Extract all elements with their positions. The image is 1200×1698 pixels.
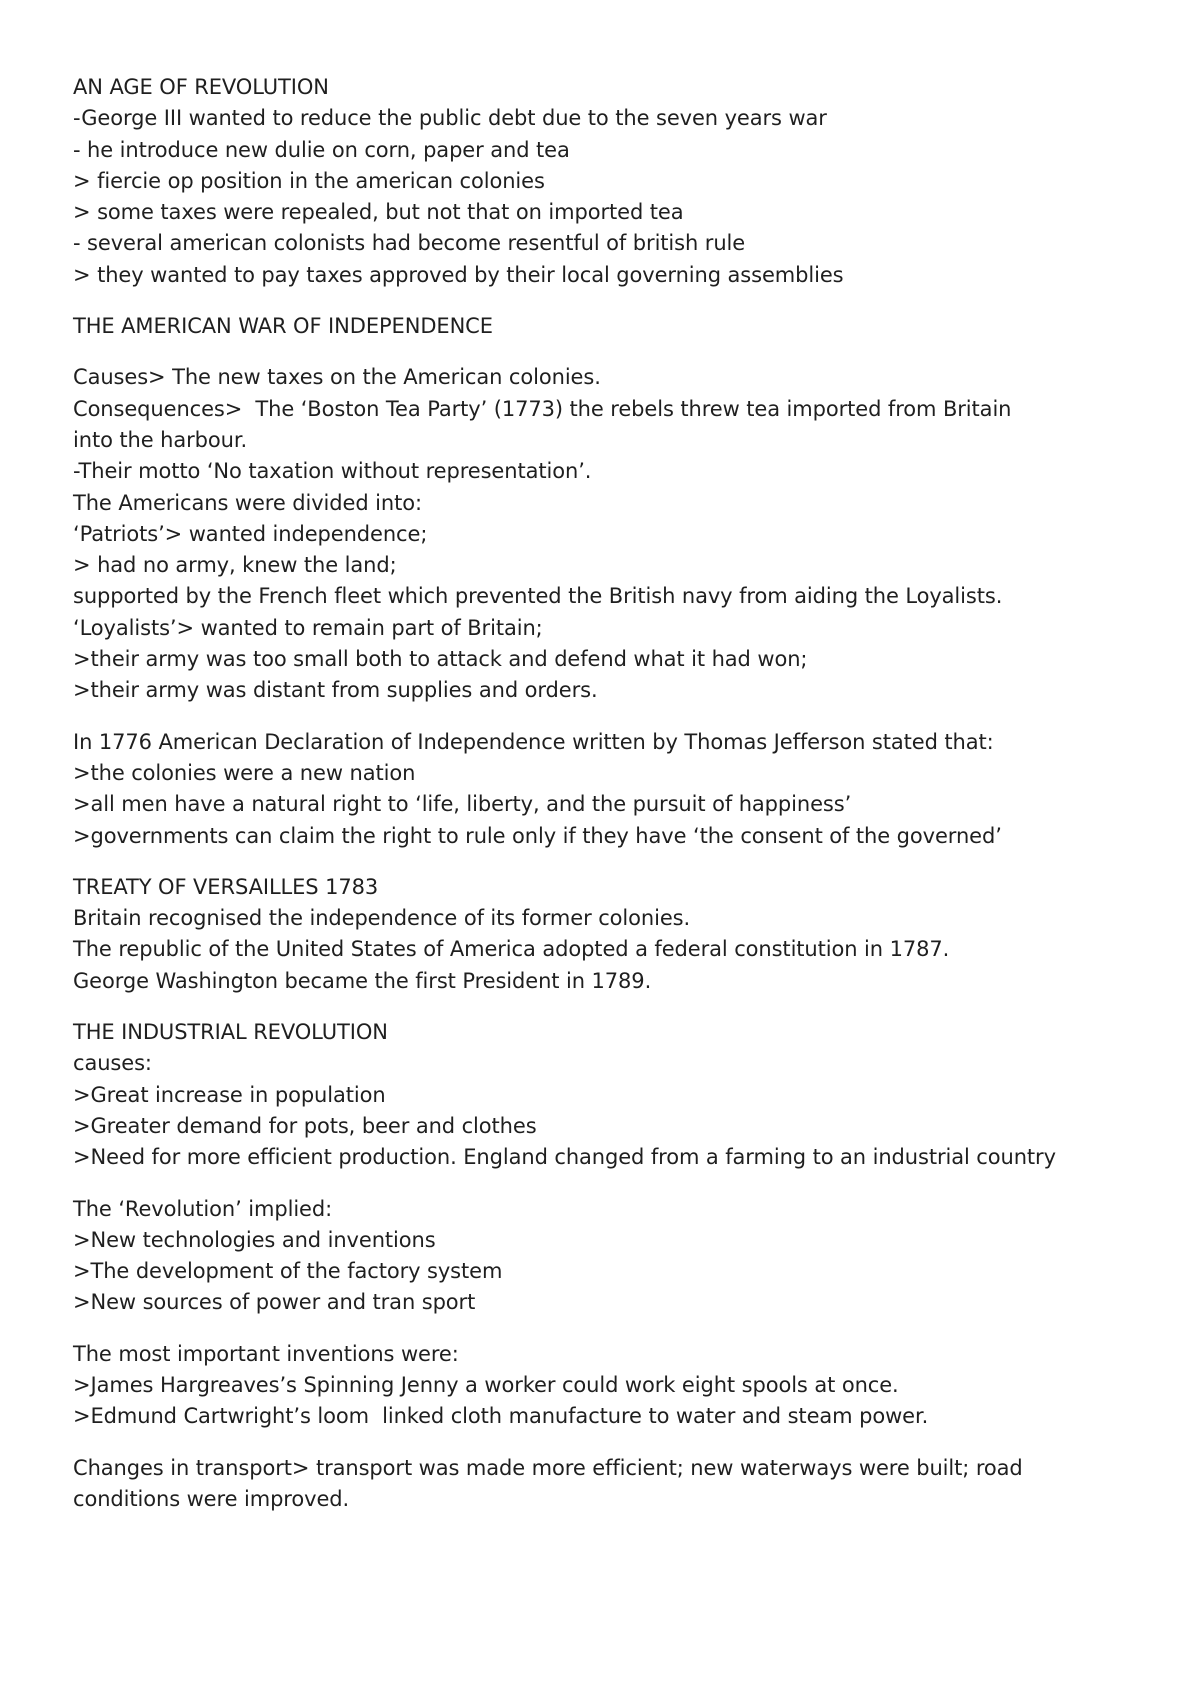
- text-line: >all men have a natural right to ‘life, liberty, and the pursuit of happiness’: [73, 792, 852, 817]
- text-line: > some taxes were repealed, but not that on imported tea: [73, 200, 684, 225]
- text-line: >New technologies and inventions: [73, 1227, 436, 1252]
- text-line: >The development of the factory system: [73, 1259, 503, 1284]
- text-line: George Washington became the first President in 1789.: [73, 968, 652, 993]
- text-line: Causes> The new taxes on the American colonies.: [73, 365, 601, 390]
- text-line: >Edmund Cartwright’s loom linked cloth manufacture to water and steam power.: [73, 1404, 929, 1429]
- section-revolution-implied: [73, 1194, 1173, 1319]
- text-line: conditions were improved.: [73, 1486, 350, 1511]
- section-inventions: [73, 1339, 1173, 1433]
- document-page: [73, 72, 1173, 1535]
- text-line: The republic of the United States of America adopted a federal constitution in 1787.: [73, 937, 950, 962]
- text-line: > they wanted to pay taxes approved by their local governing assemblies: [73, 262, 844, 287]
- text-line: ‘Loyalists’> wanted to remain part of Britain;: [73, 615, 543, 640]
- text-line: Changes in transport> transport was made more efficient; new waterways were built; road: [73, 1455, 1023, 1480]
- text-line: - he introduce new dulie on corn, paper and tea: [73, 137, 570, 162]
- text-line: >Great increase in population: [73, 1082, 386, 1107]
- section-heading: TREATY OF VERSAILLES 1783: [73, 874, 379, 899]
- section-treaty-of-versailles: [73, 872, 1173, 997]
- text-line: Britain recognised the independence of its former colonies.: [73, 906, 691, 931]
- text-line: into the harbour.: [73, 427, 248, 452]
- text-line: ‘Patriots’> wanted independence;: [73, 521, 428, 546]
- text-line: > had no army, knew the land;: [73, 553, 397, 578]
- text-line: >New sources of power and tran sport: [73, 1290, 476, 1315]
- section-industrial-revolution: [73, 1017, 1173, 1173]
- section-declaration: [73, 727, 1173, 852]
- text-line: -George III wanted to reduce the public debt due to the seven years war: [73, 106, 827, 131]
- section-heading: THE AMERICAN WAR OF INDEPENDENCE: [73, 314, 493, 339]
- text-line: supported by the French fleet which prevented the British navy from aiding the Loyalists.: [73, 584, 1003, 609]
- text-line: >their army was too small both to attack and defend what it had won;: [73, 647, 808, 672]
- section-causes-consequences: [73, 362, 1173, 706]
- section-heading: AN AGE OF REVOLUTION: [73, 75, 329, 99]
- text-line: >Greater demand for pots, beer and clothes: [73, 1113, 537, 1138]
- text-line: The Americans were divided into:: [73, 490, 422, 515]
- text-line: >the colonies were a new nation: [73, 760, 416, 785]
- section-transport: [73, 1453, 1173, 1516]
- text-line: Consequences> The ‘Boston Tea Party’ (1773) the rebels threw tea imported from Britain: [73, 396, 1012, 421]
- section-american-war-heading: [73, 311, 1173, 342]
- text-line: >their army was distant from supplies and orders.: [73, 678, 598, 703]
- text-line: >Need for more efficient production. England changed from a farming to an industrial country: [73, 1145, 1056, 1170]
- text-line: >James Hargreaves’s Spinning Jenny a worker could work eight spools at once.: [73, 1372, 899, 1397]
- text-line: causes:: [73, 1051, 152, 1076]
- section-heading: THE INDUSTRIAL REVOLUTION: [73, 1020, 388, 1045]
- text-line: In 1776 American Declaration of Independence written by Thomas Jefferson stated that:: [73, 729, 994, 754]
- text-line: -Their motto ‘No taxation without representation’.: [73, 459, 592, 484]
- text-line: The ‘Revolution’ implied:: [73, 1196, 333, 1221]
- text-line: The most important inventions were:: [73, 1341, 459, 1366]
- text-line: > fiercie op position in the american colonies: [73, 168, 545, 193]
- section-age-of-revolution: [73, 72, 1173, 291]
- text-line: - several american colonists had become resentful of british rule: [73, 231, 746, 256]
- text-line: >governments can claim the right to rule only if they have ‘the consent of the governed’: [73, 823, 1002, 848]
